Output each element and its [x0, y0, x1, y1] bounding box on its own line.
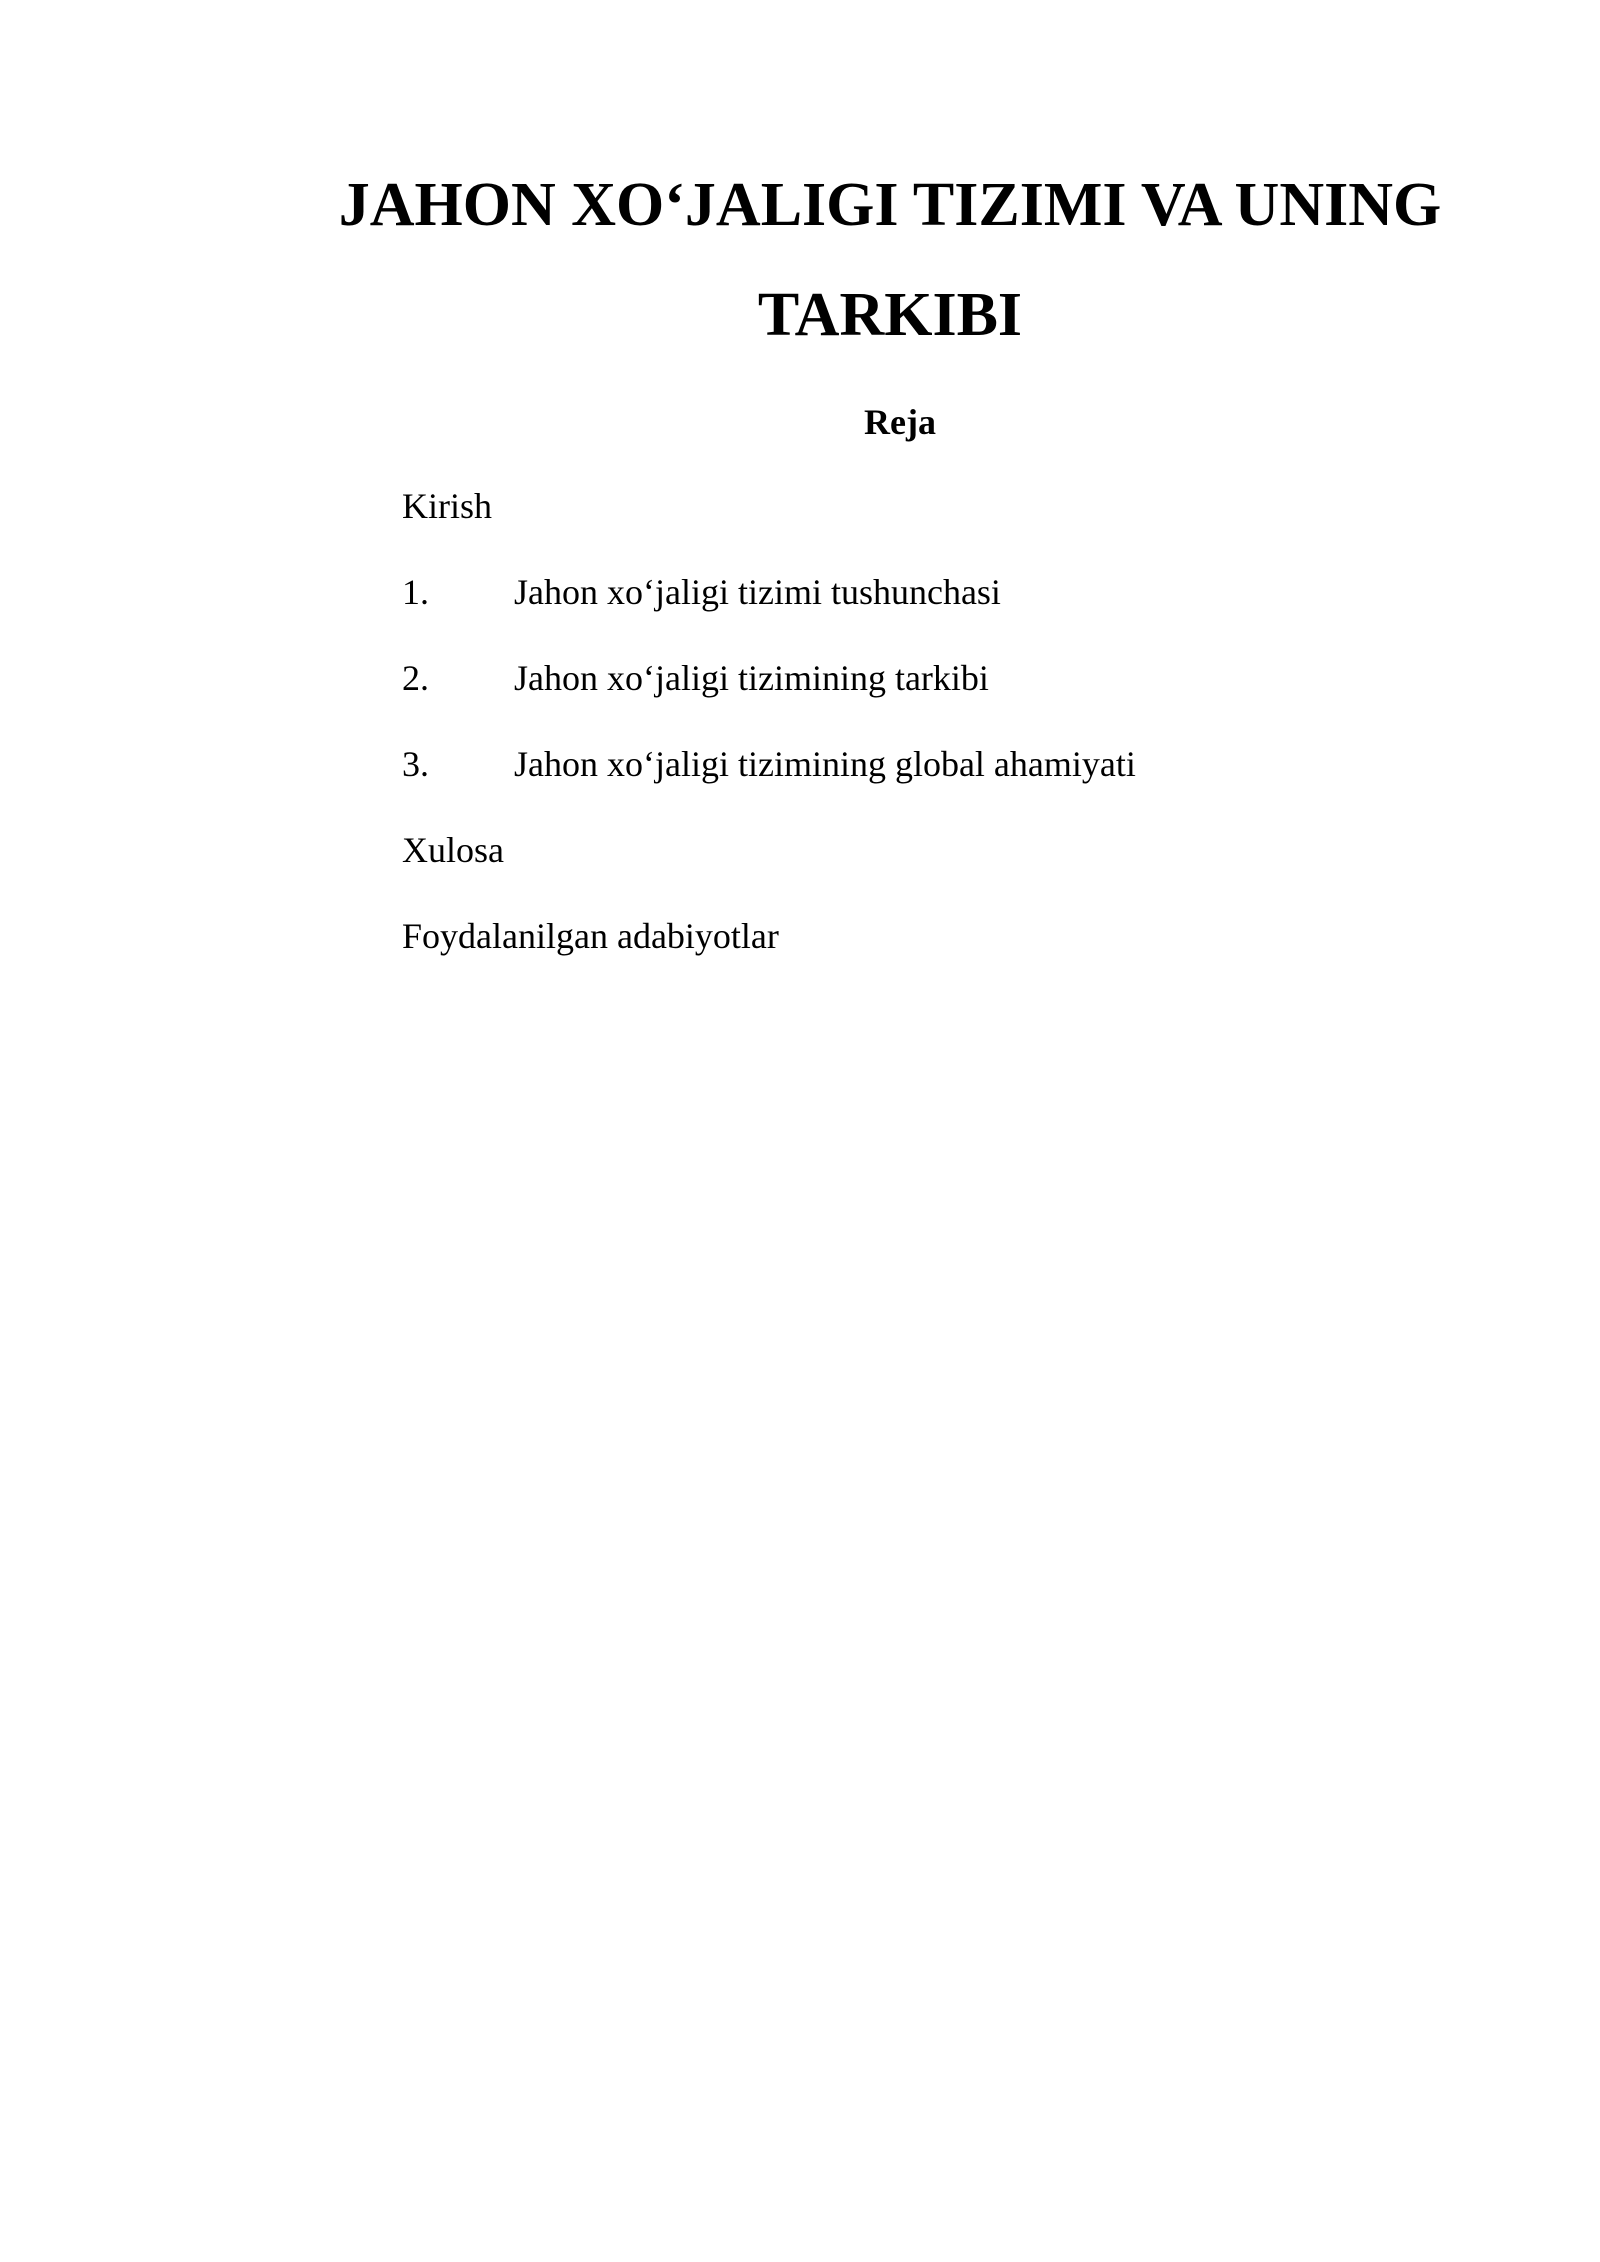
plan-heading: Reja: [864, 402, 936, 442]
plan-item-2: [402, 652, 989, 704]
plan-item-text: Jahon xo‘jaligi tizimining global ahamiyati: [514, 744, 1136, 784]
title-line-2: TARKIBI: [757, 281, 1023, 349]
plan-item-1: [402, 566, 1001, 618]
document-title: [300, 150, 1480, 370]
title-line-1: JAHON XO‘JALIGI TIZIMI VA UNING: [338, 171, 1442, 239]
plan-intro: Kirish: [402, 486, 492, 526]
plan-conclusion: Xulosa: [402, 830, 504, 870]
plan-item-number: 3.: [402, 744, 429, 784]
plan-item-text: Jahon xo‘jaligi tizimi tushunchasi: [514, 572, 1001, 612]
plan-references: Foydalanilgan adabiyotlar: [402, 916, 779, 956]
plan-item-number: 1.: [402, 572, 429, 612]
plan-item-number: 2.: [402, 658, 429, 698]
plan-item-text: Jahon xo‘jaligi tizimining tarkibi: [514, 658, 989, 698]
plan-item-3: [402, 738, 1136, 790]
